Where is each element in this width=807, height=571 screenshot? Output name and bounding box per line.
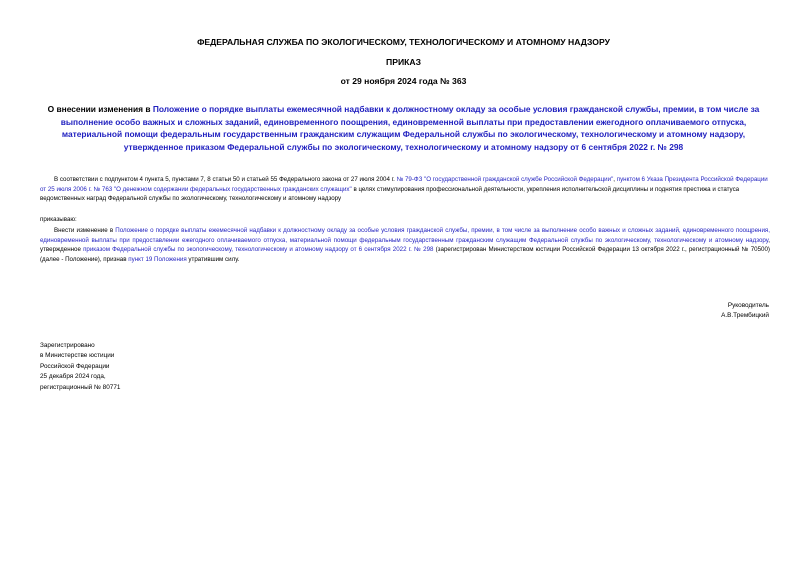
signature-block (721, 301, 769, 321)
order-paragraph (40, 226, 770, 264)
document-type: ПРИКАЗ (386, 57, 421, 67)
registration-line: Зарегистрировано (40, 342, 95, 349)
signatory-name: А.В.Трембицкий (721, 312, 769, 319)
agency-name: ФЕДЕРАЛЬНАЯ СЛУЖБА ПО ЭКОЛОГИЧЕСКОМУ, ТЕХНОЛОГИЧЕСКОМУ И АТОМНОМУ НАДЗОРУ (197, 37, 610, 47)
title-prefix: О внесении изменения в (47, 104, 153, 114)
federal-law-link[interactable]: № 79-ФЗ "О государственной гражданской службе Российской Федерации" (396, 176, 614, 183)
order-text-4: утратившим силу. (186, 255, 240, 263)
preamble-text-3: в целях стимулирования профессиональной деятельности, укрепления исполнительской дисциплины и поднятия престижа и статуса ведомственных наград Федеральной службы по экологическому, технологическому и атомному надзору (40, 185, 740, 203)
order-text-3: (зарегистрирован Министерством юстиции Российской Федерации 13 октября 2022 г., регистрационный № 70500) (далее - Положение), признав (40, 246, 770, 263)
presidential-decree-link[interactable]: пунктом 6 Указа Президента Российской Федерации от 25 июля 2006 г. № 763 "О денежном содержании федеральных государственных гражданских служащих" (40, 176, 768, 193)
registration-block (40, 341, 120, 393)
title-regulation-link[interactable]: Положение о порядке выплаты ежемесячной надбавки к должностному окладу за особые условия гражданской службы, премии, в том числе за выполнение особо важных и сложных заданий, единовременного поощрения, единовременной выплаты при предоставлении ежегодного оплачиваемого отпуска, материальной помощи федеральным государственным гражданским служащим Федеральной службы по экологическому, технологическому и атомному надзору, утвержденное приказом Федеральной службы по экологическому, технологическому и атомному надзору от 6 сентября 2022 г. № 298 (60, 104, 760, 152)
document-date-number: от 29 ноября 2024 года № 363 (340, 76, 467, 86)
registration-line: в Министерстве юстиции (40, 352, 115, 360)
registration-line: 25 декабря 2024 года, (40, 373, 106, 381)
registration-line: регистрационный № 80771 (40, 383, 121, 391)
clause-19-link[interactable]: пункт 19 Положения (128, 255, 187, 263)
order-text-1: Внести изменение в (54, 227, 116, 234)
preamble-text-1: В соответствии с подпунктом 4 пункта 5, пунктами 7, 8 статьи 50 и статьей 55 Федерального закона от 27 июля 2004 г. (54, 176, 397, 183)
registration-line: Российской Федерации (40, 362, 110, 370)
order-text-2: , утвержденное (40, 236, 770, 254)
document-title (38, 103, 769, 153)
order-298-link[interactable]: приказом Федеральной службы по экологическому, технологическому и атомному надзору от 6 сентября 2022 г. № 298 (83, 246, 434, 254)
order-keyword: приказываю: (40, 216, 77, 223)
regulation-link[interactable]: Положение о порядке выплаты ежемесячной надбавки к должностному окладу за особые условия гражданской службы, премии, в том числе за выполнение особо важных и сложных заданий, единовременного поощрения, единовременной выплаты при предоставлении ежегодного оплачиваемого отпуска, материальной помощи федеральным государственным гражданским служащим Федеральной службы по экологическому, технологическому и атомному надзору (40, 227, 770, 244)
preamble-text-2: , (613, 176, 617, 183)
signatory-position: Руководитель (727, 302, 769, 309)
preamble-paragraph (40, 175, 770, 204)
